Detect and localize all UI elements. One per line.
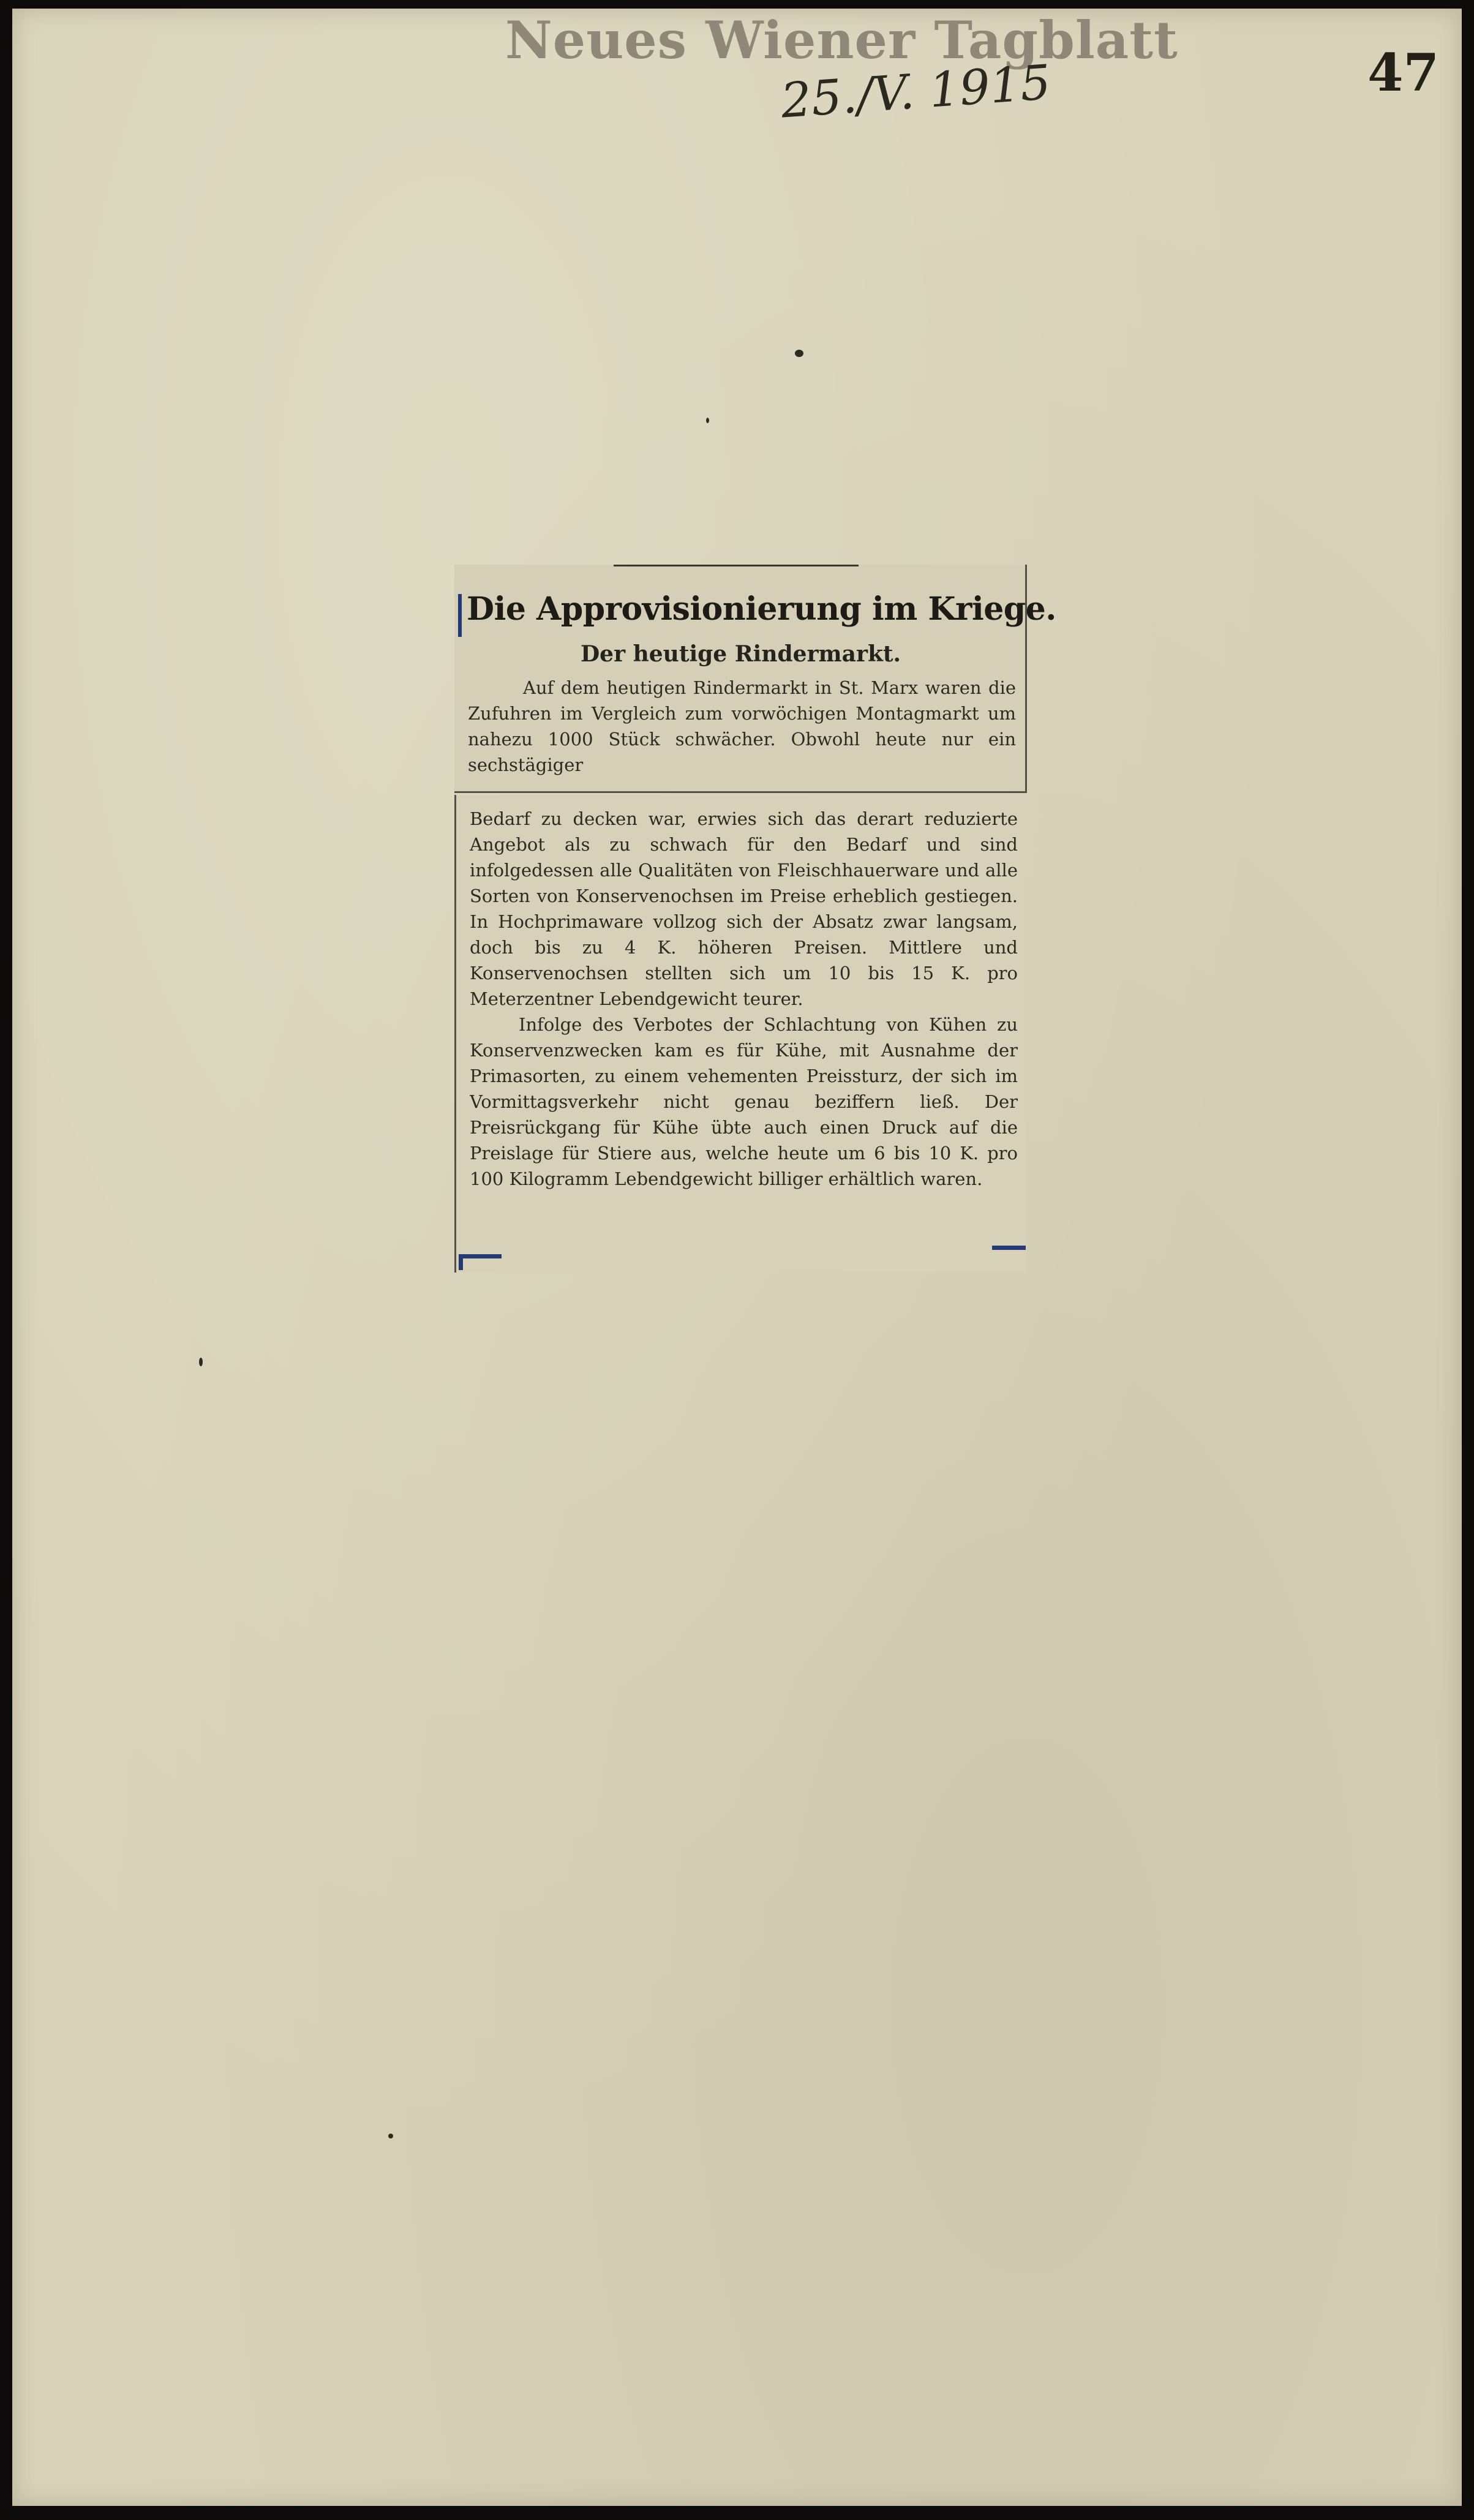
- handwritten-date: 25./V. 1915: [779, 55, 1053, 129]
- newspaper-stamp: Neues Wiener Tagblatt: [505, 10, 1178, 70]
- archive-sheet: [12, 9, 1462, 2506]
- article-paragraph: Bedarf zu decken war, erwies sich das derart reduzierte Angebot als zu schwach für den Bedarf und sind infolgedessen alle Qualitäten von Fleischhauerware und alle Sorten von Konservenochsen im Preise erheblich gestiegen. In Hochprimaware vollzog sich der Absatz zwar langsam, doch bis zu 4 K. höheren Preisen. Mittlere und Konservenochsen stellten sich um 10 bis 15 K. pro Meterzentner Lebendgewicht teurer.: [470, 808, 1018, 1009]
- clipping-bottom-piece: [454, 795, 1027, 1273]
- clipping-top-rule: [614, 565, 859, 566]
- clipping-top-piece: [454, 565, 1056, 793]
- article-paragraph: Auf dem heutigen Rindermarkt in St. Marx waren die Zufuhren im Vergleich zum vorwöchigen Montagmarkt um nahezu 1000 Stück schwächer. Obwohl heute nur ein sechstägiger: [468, 677, 1016, 775]
- paper-speck: [795, 350, 803, 357]
- page-number: 47: [1367, 42, 1439, 103]
- blue-pencil-mark: [459, 1254, 463, 1270]
- paper-speck: [388, 2134, 393, 2138]
- blue-pencil-mark: [459, 1254, 502, 1258]
- blue-pencil-mark: [458, 594, 462, 637]
- article-subheadline: Der heutige Rindermarkt.: [580, 641, 901, 667]
- article-paragraph: Infolge des Verbotes der Schlachtung von Kühen zu Konservenzwecken kam es für Kühe, mit Ausnahme der Primasorten, zu einem vehementen Preissturz, der sich im Vormittagsverkehr nicht genau beziffern ließ. Der Preisrückgang für Kühe übte auch einen Druck auf die Preislage für Stiere aus, welche heute um 6 bis 10 K. pro 100 Kilogramm Lebendgewicht billiger erhältlich waren.: [470, 1014, 1018, 1189]
- article-headline: Die Approvisionierung im Kriege.: [467, 590, 1056, 628]
- blue-pencil-mark: [992, 1246, 1026, 1250]
- article-body: [470, 806, 1018, 1271]
- paper-speck: [199, 1358, 203, 1366]
- paper-speck: [706, 418, 709, 423]
